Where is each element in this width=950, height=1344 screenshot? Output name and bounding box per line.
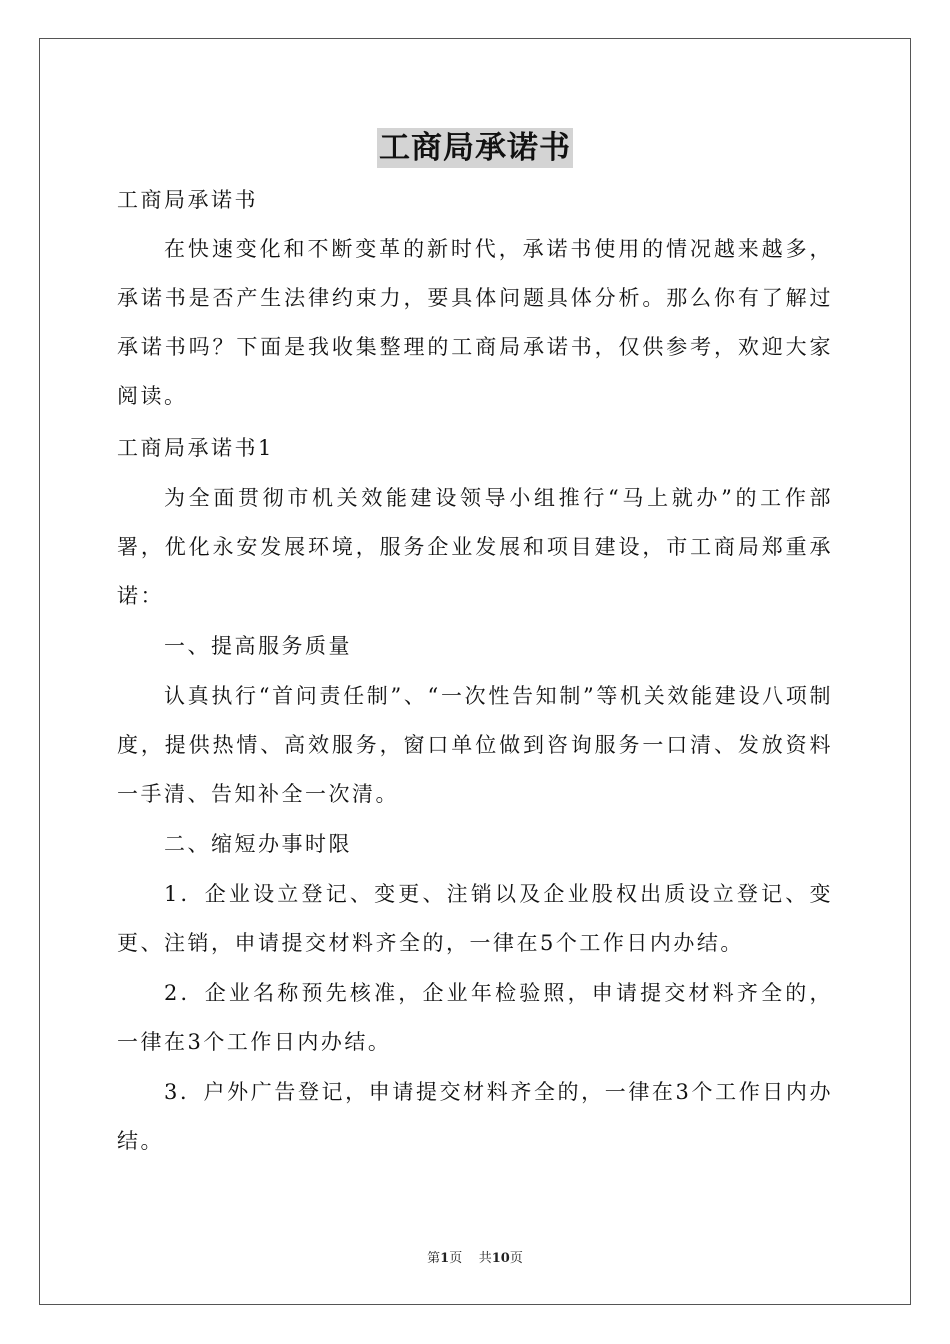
point-heading-time-limit: 二、缩短办事时限	[164, 832, 352, 856]
list-item-3: 3．户外广告登记，申请提交材料齐全的，一律在3个工作日内办结。	[117, 1080, 833, 1153]
total-label-pre: 共	[478, 1251, 492, 1266]
section-heading: 工商局承诺书1	[117, 436, 274, 460]
title-container	[0, 128, 950, 168]
page-label-post: 页	[449, 1251, 463, 1266]
total-label-post: 页	[509, 1251, 523, 1266]
page-number: 1	[440, 1251, 450, 1266]
list-item-1: 1．企业设立登记、变更、注销以及企业股权出质设立登记、变更、注销，申请提交材料齐全的，一律在5个工作日内办结。	[117, 882, 833, 955]
document-subtitle: 工商局承诺书	[117, 188, 258, 212]
page-label-pre: 第	[427, 1251, 441, 1266]
intro-paragraph: 在快速变化和不断变革的新时代，承诺书使用的情况越来越多，承诺书是否产生法律约束力，要具体问题具体分析。那么你有了解过承诺书吗？下面是我收集整理的工商局承诺书，仅供参考，欢迎大家阅读。	[117, 237, 833, 408]
total-pages: 10	[491, 1251, 510, 1266]
section-intro-paragraph: 为全面贯彻市机关效能建设领导小组推行“马上就办”的工作部署，优化永安发展环境，服务企业发展和项目建设，市工商局郑重承诺：	[117, 486, 833, 608]
page-footer	[0, 1247, 950, 1266]
point-paragraph-service: 认真执行“首问责任制”、“一次性告知制”等机关效能建设八项制度，提供热情、高效服务，窗口单位做到咨询服务一口清、发放资料一手清、告知补全一次清。	[117, 684, 833, 806]
list-item-2: 2．企业名称预先核准，企业年检验照，申请提交材料齐全的，一律在3个工作日内办结。	[117, 981, 833, 1054]
document-title: 工商局承诺书	[379, 130, 571, 166]
point-heading-service: 一、提高服务质量	[164, 634, 352, 658]
